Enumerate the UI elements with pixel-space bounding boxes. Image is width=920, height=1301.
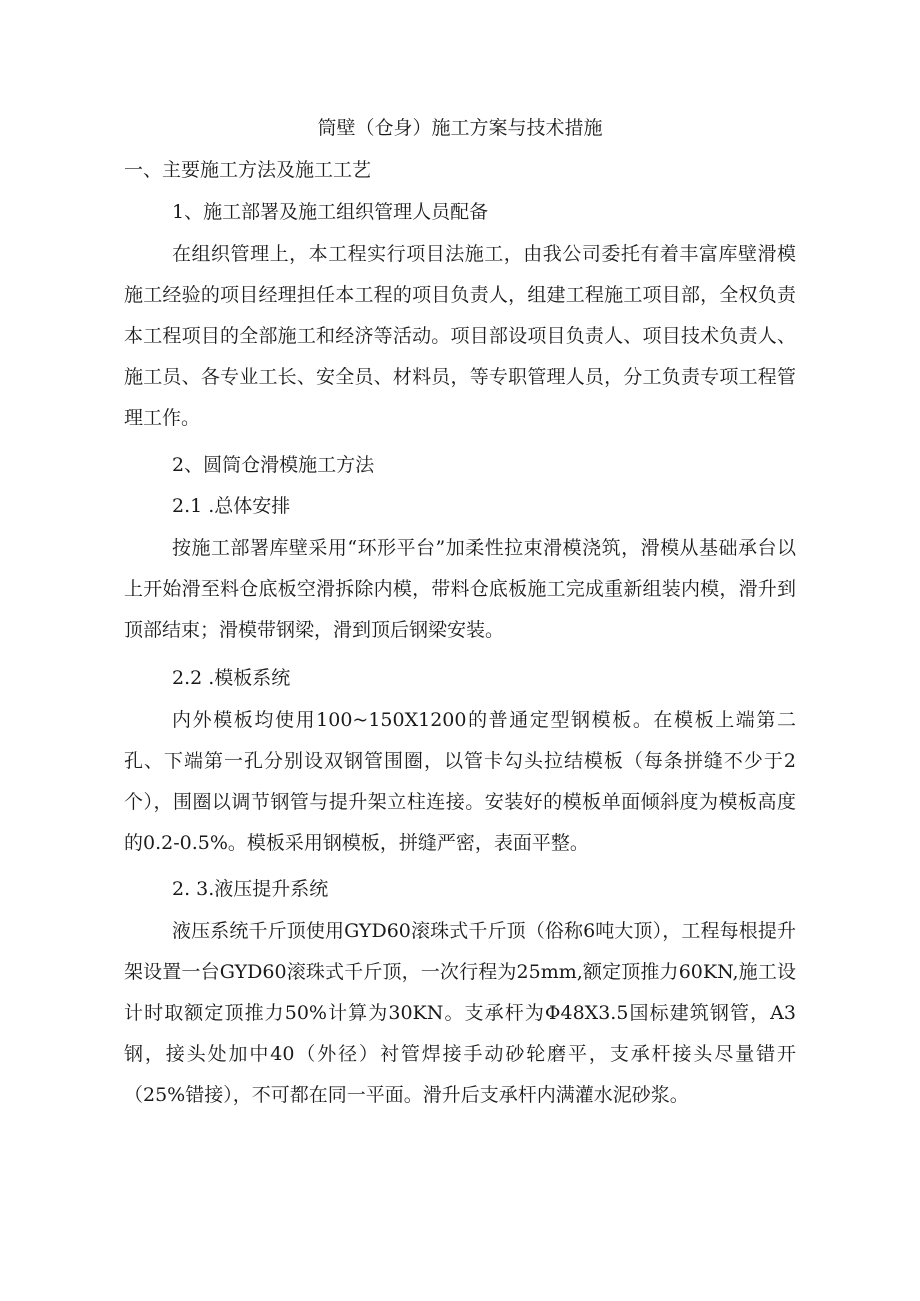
- paragraph-overall-arrangement: 按施工部署库壁采用“环形平台”加柔性拉束滑模浇筑，滑模从基础承台以上开始滑至料仓底板空滑拆除内模，带料仓底板施工完成重新组装内模，滑升到顶部结束；滑模带钢梁，滑到顶后钢梁安装。: [124, 537, 796, 641]
- section-heading-1: 一、主要施工方法及施工工艺: [124, 159, 372, 181]
- paragraph-organization: 在组织管理上，本工程实行项目法施工，由我公司委托有着丰富库壁滑模施工经验的项目经理担任本工程的项目负责人，组建工程施工项目部，全权负责本工程项目的全部施工和经济等活动。项目部设项目负责人、项目技术负责人、施工员、各专业工长、安全员、材料员，等专职管理人员，分工负责专项工程管理工作。: [124, 243, 796, 429]
- subsection-heading-1: 1、施工部署及施工组织管理人员配备: [172, 201, 489, 223]
- subsection-heading-2-2: 2.2 .模板系统: [172, 667, 291, 689]
- subsection-heading-2-3: 2. 3.液压提升系统: [172, 878, 329, 900]
- paragraph-hydraulic-system: 液压系统千斤顶使用GYD60滚珠式千斤顶（俗称6吨大顶），工程每根提升架设置一台GYD60滚珠式千斤顶，一次行程为25mm,额定顶推力60KN,施工设计时取额定顶推力50%计算为30KN。支承杆为Φ48X3.5国标建筑钢管，A3钢，接头处加中40（外径）衬管焊接手动砂轮磨平，支承杆接头尽量错开（25%错接），不可都在同一平面。滑升后支承杆内满灌水泥砂浆。: [124, 920, 796, 1106]
- document-title: 筒壁（仓身）施工方案与技术措施: [317, 117, 603, 139]
- subsection-heading-2-1: 2.1 .总体安排: [172, 495, 291, 517]
- subsection-heading-2: 2、圆筒仓滑模施工方法: [172, 454, 375, 476]
- paragraph-formwork-system: 内外模板均使用100~150X1200的普通定型钢模板。在模板上端第二孔、下端第一孔分别设双钢管围圈，以管卡勾头拉结模板（每条拼缝不少于2个），围圈以调节钢管与提升架立柱连接。安装好的模板单面倾斜度为模板高度的0.2-0.5%。模板采用钢模板，拼缝严密，表面平整。: [124, 709, 796, 854]
